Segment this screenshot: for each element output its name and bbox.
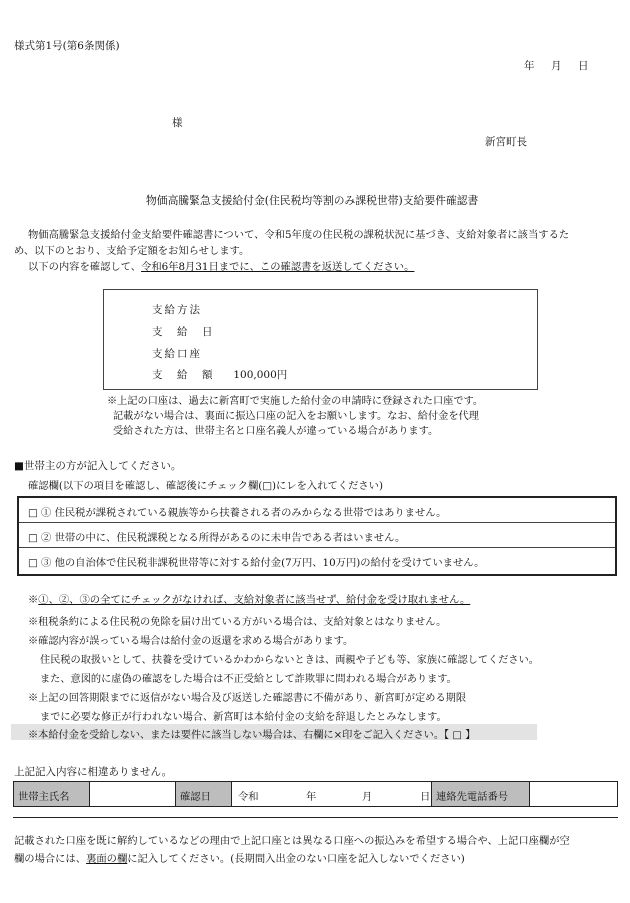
account-note-line-3: 受給された方は、世帯主名と口座名義人が違っている場合があります。: [113, 426, 439, 437]
payment-amount-value: 100,000円: [233, 369, 288, 381]
household-head-name-field[interactable]: [90, 782, 176, 806]
confirm-date-label-cell: [176, 782, 232, 806]
checklist-item-1-text: □ ① 住民税が課税されている親族等から扶養される者のみからなる世帯ではありません。: [28, 507, 447, 519]
footer-line-1: 記載された口座を既に解約しているなどの理由で上記口座とは異なる口座への振込みを希望する場合や、上記口座欄が空: [14, 835, 570, 847]
month-label: 月: [362, 791, 373, 803]
warning-prefix: ※: [28, 594, 39, 606]
era-label: 令和: [238, 791, 259, 803]
warning-text: ①、②、③の全てにチェックがなければ、支給対象者に該当せず、給付金を受け取れません。: [38, 594, 471, 606]
note-deadline-1: ※上記の回答期限までに返信がない場合及び返送した確認書に不備があり、新宮町が定める期限: [28, 693, 467, 704]
footer-divider: [13, 817, 618, 818]
back-side-field-link: 裏面の欄: [86, 853, 128, 865]
intro-line-3: [28, 258, 414, 273]
phone-field[interactable]: [530, 782, 617, 806]
day-label: 日: [420, 791, 431, 803]
eligibility-checklist: [17, 496, 617, 576]
note-refund: ※確認内容が誤っている場合は給付金の返還を求める場合があります。: [28, 636, 354, 647]
addressee-suffix: 様: [172, 117, 183, 129]
summary-row-amount: [152, 367, 287, 382]
payment-date-label: 支 給 日: [152, 326, 215, 338]
account-note-line-2: 記載がない場合は、裏面に振込口座の記入をお願いします。なお、給付金を代理: [113, 411, 479, 422]
decline-note[interactable]: ※本給付金を受給しない、または要件に該当しない場合は、右欄に×印をご記入ください。【 □ 】: [28, 730, 476, 741]
payment-summary-box: [103, 289, 538, 390]
note-fraud: また、意図的に虚偽の確認をした場合は不正受給として詐欺罪に問われる場合があります。: [40, 674, 457, 685]
intro-line-1: 物価高騰緊急支援給付金支給要件確認書について、令和5年度の住民税の課税状況に基づき、支給対象者に該当するた: [28, 229, 570, 241]
check-instruction: 確認欄(以下の項目を確認し、確認後にチェック欄(□)にレを入れてください): [28, 480, 383, 492]
intro-line-3-prefix: 以下の内容を確認して、: [28, 261, 142, 273]
document-title: 物価高騰緊急支援給付金(住民税均等割のみ課税世帯)支給要件確認書: [146, 194, 479, 207]
confirmation-table: [13, 781, 618, 807]
date-line: 年 月 日: [524, 60, 592, 72]
summary-row-date: [152, 324, 230, 339]
confirm-date-label: 確認日: [180, 791, 211, 803]
phone-label: 連絡先電話番号: [436, 791, 509, 803]
confirm-statement: 上記記入内容に相違ありません。: [14, 766, 173, 778]
form-number: 様式第1号(第6条関係): [14, 40, 120, 52]
issuer: 新宮町長: [485, 136, 527, 148]
confirm-date-field[interactable]: [232, 782, 432, 806]
checklist-item-3[interactable]: [19, 548, 615, 572]
checklist-item-3-text: □ ③ 他の自治体で住民税非課税世帯等に対する給付金(7万円、10万円)の給付を受けていません。: [28, 557, 485, 569]
year-label: 年: [306, 791, 317, 803]
intro-line-2: め、以下のとおり、支給予定額をお知らせします。: [14, 245, 250, 257]
return-deadline: 令和6年8月31日までに、この確認書を返送してください。: [141, 261, 415, 273]
footer-line-2: [14, 850, 465, 865]
household-head-name-label: 世帯主氏名: [18, 791, 70, 803]
note-tax-treaty: ※租税条約による住民税の免除を届け出ている方がいる場合は、支給対象とはなりません。: [28, 617, 447, 628]
household-head-name-label-cell: [14, 782, 90, 806]
phone-label-cell: [432, 782, 530, 806]
footer-line-2-prefix: 欄の場合には、: [14, 853, 87, 865]
footer-line-2-suffix: に記入してください。(長期間入出金のない口座を記入しないでください): [127, 853, 465, 865]
summary-row-account: [152, 346, 230, 361]
payment-account-label: 支給口座: [152, 348, 202, 360]
checklist-item-2[interactable]: [19, 523, 615, 548]
payment-method-label: 支給方法: [152, 304, 202, 316]
account-note-line-1: ※上記の口座は、過去に新宮町で実施した給付金の申請時に登録された口座です。: [107, 396, 484, 407]
eligibility-warning: [28, 591, 470, 606]
section-heading: ■世帯主の方が記入してください。: [14, 460, 182, 472]
summary-row-method: [152, 302, 230, 317]
checklist-item-1[interactable]: [19, 498, 615, 523]
checklist-item-2-text: □ ② 世帯の中に、住民税課税となる所得があるのに未申告である者はいません。: [28, 532, 406, 544]
note-deadline-2: までに必要な修正が行われない場合、新宮町は本給付金の支給を辞退したとみなします。: [40, 712, 447, 723]
note-dependent-check: 住民税の取扱いとして、扶養を受けているかわからないときは、両親や子ども等、家族に確認してください。: [40, 655, 539, 666]
payment-amount-label: 支 給 額: [152, 369, 215, 381]
